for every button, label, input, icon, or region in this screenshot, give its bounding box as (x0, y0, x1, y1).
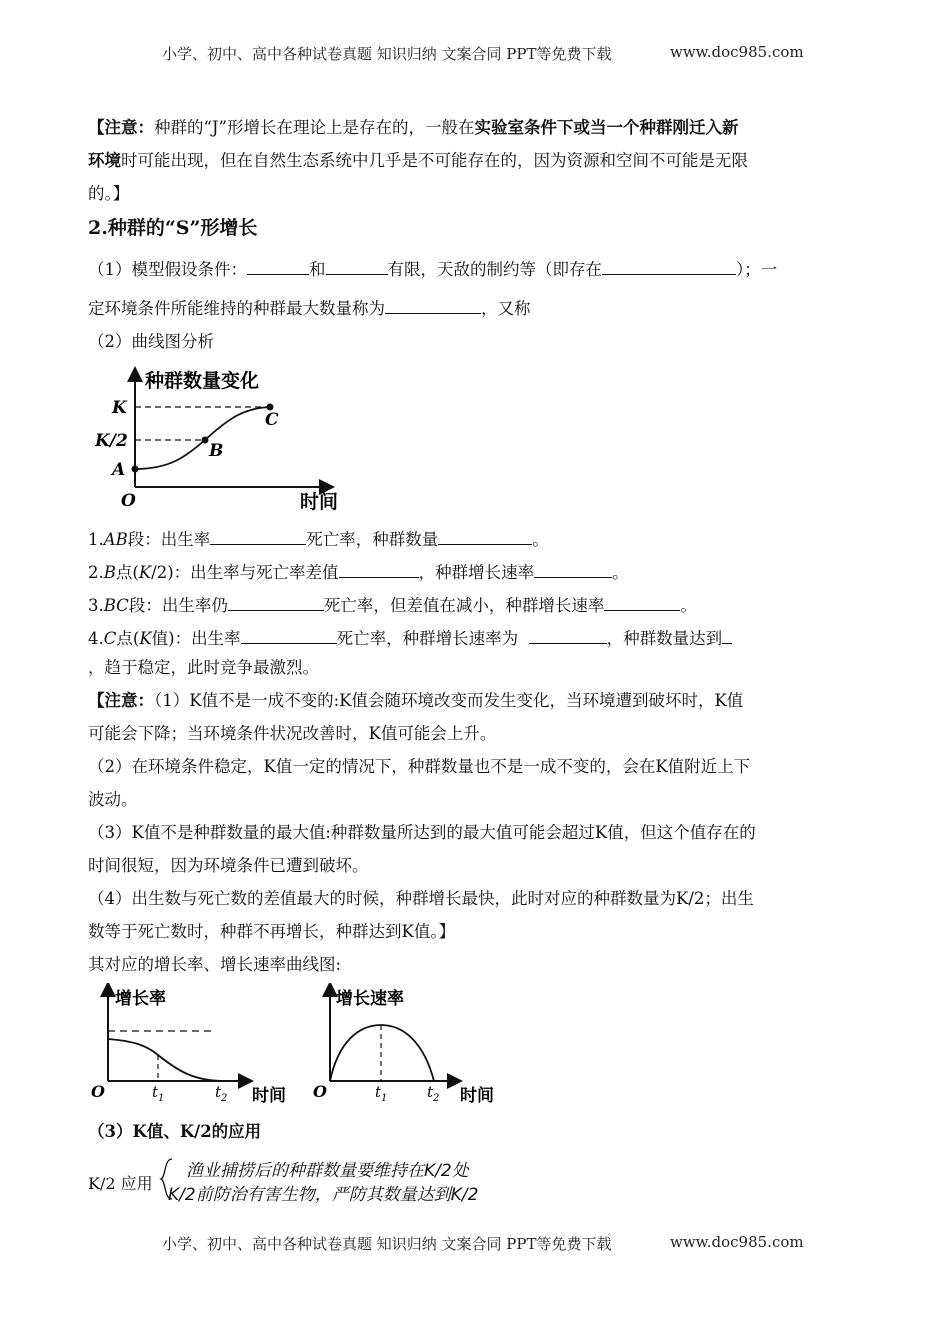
item-2 (88, 561, 629, 582)
blank-6 (438, 528, 532, 545)
speed-t2: $t_2$ (427, 1083, 440, 1104)
blank-3 (602, 258, 736, 275)
item-1 (88, 528, 549, 549)
q1-d: ）；一 (736, 260, 778, 279)
s-b-label: B (209, 441, 224, 461)
blank-13 (722, 627, 732, 644)
note2-line4: 波动。 (88, 790, 138, 809)
rate-t1: $t_1$ (152, 1083, 165, 1104)
rate-t2: $t_2$ (215, 1083, 228, 1104)
blank-11 (241, 627, 337, 644)
q1-e: 定环境条件所能维持的种群最大数量称为 (88, 299, 385, 318)
blank-9 (228, 594, 324, 611)
item4-c2: 点( (116, 629, 140, 648)
q1-a: （1）模型假设条件： (88, 260, 247, 279)
note1-line3: 的。】 (88, 184, 130, 203)
rate-ylabel: 增长率 (115, 989, 166, 1009)
item3-c: 段：出生率仍 (128, 596, 228, 615)
blank-2 (326, 258, 388, 275)
rate-curve (108, 1039, 221, 1081)
item4-k: K (139, 629, 152, 648)
item4-c: C (103, 629, 117, 648)
item1-c: 段：出生率 (127, 530, 211, 549)
header-url: www.doc985.com (670, 43, 804, 61)
s-curve-chart (95, 362, 345, 517)
item1-d: 死亡率，种群数量 (306, 530, 439, 549)
point-b (202, 437, 209, 444)
item1-num: 1. (88, 530, 104, 549)
speed-t1: $t_1$ (375, 1083, 388, 1104)
item2-f: ，种群增长速率 (418, 563, 535, 582)
item2-e: /2)：出生率与死亡率差值 (151, 563, 339, 582)
note2-open: 【注意： (88, 691, 154, 710)
note2-line3: （2）在环境条件稳定，K值一定的情况下，种群数量也不是一成不变的，会在K值附近上下 (88, 757, 751, 776)
note2-line7: （4）出生数与死亡数的差值最大的时候，种群增长最快，此时对应的种群数量为K/2；出生 (88, 889, 754, 908)
blank-8 (534, 561, 612, 578)
blank-7 (339, 561, 419, 578)
s-xlabel: 时间 (300, 491, 339, 513)
item1-ab: AB (103, 530, 128, 549)
q1-line1 (88, 258, 777, 279)
note1-bold-b: 环境 (88, 151, 121, 170)
s-k2-label: K/2 (95, 431, 128, 451)
q1-b: 和 (309, 260, 326, 279)
q2-line: （2）曲线图分析 (88, 332, 214, 351)
item4-g: ，种群数量达到 (606, 629, 723, 648)
note1-line1 (88, 120, 739, 137)
s-a-label: A (112, 460, 126, 480)
rate-xlabel: 时间 (252, 1086, 286, 1106)
item3-num: 3. (88, 596, 104, 615)
note1-text-b: 时可能出现，但在自然生态系统中几乎是不可能存在的，因为资源和空间不可能是无限 (121, 151, 748, 170)
growth-speed-chart (310, 983, 515, 1108)
note2-line5: （3）K值不是种群数量的最大值:种群数量所达到的最大值可能会超过K值，但这个值存在的 (88, 823, 756, 842)
blank-10 (604, 594, 680, 611)
blank-12 (529, 627, 607, 644)
curves-intro: 其对应的增长率、增长速率曲线图: (88, 955, 342, 974)
s-c-label: C (265, 410, 279, 430)
item-4 (88, 627, 732, 648)
s-k-label: K (112, 398, 127, 418)
note-open: 【注意： (88, 118, 154, 137)
section3-title: （3）K值、K/2的应用 (88, 1122, 262, 1141)
speed-origin: O (313, 1082, 327, 1101)
blank-5 (210, 528, 306, 545)
k2-app-label: K/2 应用 (88, 1174, 153, 1193)
point-a (132, 466, 139, 473)
item4-num: 4. (88, 629, 104, 648)
item-3 (88, 594, 697, 615)
section2-title: 2.种群的“S”形增长 (88, 217, 258, 239)
k2-app-1: 渔业捕捞后的种群数量要维持在K/2处 (186, 1161, 469, 1181)
note1-line2 (88, 153, 748, 170)
q1-f: ，又称 (481, 299, 531, 318)
note1-bold-a: 实验室条件下或当一个种群刚迁入新 (474, 118, 739, 137)
s-origin: O (121, 491, 136, 511)
q1-c: 有限，天敌的制约等（即存在 (387, 260, 602, 279)
q1-line2 (88, 297, 531, 318)
note2-p1a: （1）K值不是一成不变的:K值会随环境改变而发生变化，当环境遭到破坏时，K值 (154, 691, 744, 710)
blank-4 (385, 297, 481, 314)
item2-b: B (103, 563, 116, 582)
blank-1 (247, 258, 309, 275)
speed-xlabel: 时间 (460, 1086, 494, 1106)
item1-e: 。 (532, 530, 549, 549)
item3-d: 死亡率，但差值在减小，种群增长速率 (323, 596, 605, 615)
note2-line6: 时间很短，因为环境条件已遭到破坏。 (88, 856, 369, 875)
speed-curve (330, 1025, 434, 1081)
item2-g: 。 (612, 563, 629, 582)
note1-text-a: 种群的“J”形增长在理论上是存在的，一般在 (154, 118, 475, 137)
footer-text: 小学、初中、高中各种试卷真题 知识归纳 文案合同 PPT等免费下载 (162, 1235, 612, 1253)
growth-rate-chart (88, 983, 310, 1108)
speed-ylabel: 增长速率 (336, 989, 404, 1009)
note2-line8: 数等于死亡数时，种群不再增长，种群达到K值。】 (88, 922, 456, 941)
item-4-cont: ，趋于稳定，此时竞争最激烈。 (88, 658, 319, 677)
rate-origin: O (91, 1082, 105, 1101)
k2-app-2: K/2前防治有害生物，严防其数量达到K/2 (168, 1185, 479, 1205)
item2-c: 点( (115, 563, 139, 582)
note2-line2: 可能会下降；当环境条件状况改善时，K值可能会上升。 (88, 724, 497, 743)
footer-url: www.doc985.com (670, 1233, 804, 1251)
item4-f: 死亡率，种群增长速率为 (336, 629, 519, 648)
s-ylabel: 种群数量变化 (145, 370, 260, 392)
item3-e: 。 (680, 596, 697, 615)
header-text: 小学、初中、高中各种试卷真题 知识归纳 文案合同 PPT等免费下载 (162, 45, 612, 63)
item2-num: 2. (88, 563, 104, 582)
item4-e: 值)：出生率 (151, 629, 241, 648)
note2-line1 (88, 693, 743, 710)
item2-k: K (138, 563, 152, 582)
item3-bc: BC (103, 596, 129, 615)
